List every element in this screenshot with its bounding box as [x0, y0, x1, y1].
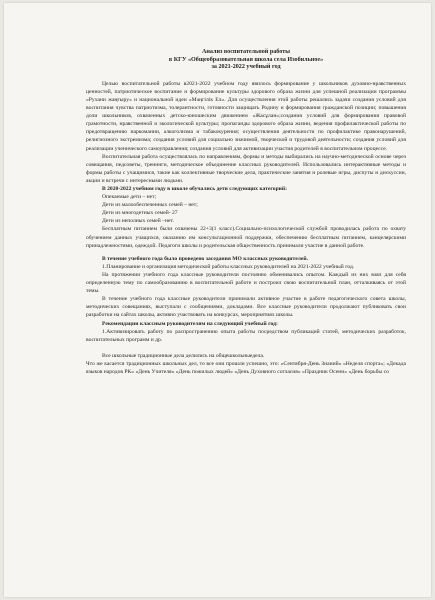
document-content — [86, 49, 406, 376]
traditional-paragraph-2: Что же касается традиционных школьных дел, то все они прошли успешно, это: «Сентября-День Знаний» «Неделя спорта»; «Декада языков народов РК» «День Учителя» «День пожилых людей» «День Духовного согласия» «Праздник Осени» «День борьбы со — [86, 360, 406, 375]
category-item: Дети из неполных семей –нет. — [102, 218, 174, 225]
children-heading: В 2020-2022 учебном году в школе обучались дети следующих категорий: — [102, 186, 287, 192]
mo-heading: В течение учебного года было проведено заседания МО классных руководителей. — [102, 255, 308, 262]
traditional-paragraph-1: Все школьные традиционные дела делились на общешкольныедела. — [102, 352, 265, 359]
meals-paragraph: Бесплатным питанием были охвачены 22+3(1 класс).Социально-психологической службой проводилась работа по охвату обучением данных учащихся, оказанию им консультационной поддержки, обеспечению бесплатным питанием, канцелярскими принадлежностями, одеждой. Педагоги школы и родительская общественность принимали участие в данной работе. — [86, 226, 406, 249]
mo-paragraph-2: В течение учебного года классные руководители принимали активное участие в работе педагогического совета школы, методических совещаниях, выступали с сообщениями, докладами. Все классные руководители продолжают публиковать свои разработки на сайтах школы, активно участвовать на конкурсах, мероприятиях школы. — [86, 296, 406, 319]
recommendation-item-1: 1.Активизировать работу по распространению опыта работы посредством публикаций статей, методических разработок, воспитательных программ и др. — [86, 328, 406, 343]
category-item: Дети из малообеспеченных семей – нет; — [102, 202, 198, 209]
title-line-2: в КГУ «Общеобразовательная школа села Изобильное» — [168, 56, 324, 63]
recommendations-heading: Рекомендации классным руководителям на следующий учебный год: — [102, 320, 278, 327]
category-item: Дети из многодетных семей- 27 — [102, 210, 178, 217]
mo-paragraph-1: На протяжении учебного года классные руководители постоянно обменивались опытом. Каждый из них взял для себя определенную тему по самообразованию в воспитательной работе и построил свою воспитательной план, отталкиваясь от этой темы. — [86, 271, 406, 295]
title-line-1: Анализ воспитательной работы — [202, 49, 290, 55]
category-item: Опекаемые дети – нет; — [102, 194, 157, 201]
intro-paragraph: Целью воспитательной работы в2021-2022 учебном году явилось формирование у школьников духовно-нравственных ценностей, патриотическое воспитание и формирование культуры здорового образа жизни для успешной реализации программы «Рухани жаңғыру» и национальной идеи «Мәңгілік Ел». Для осуществления этой работы решались задачи создания условий для воспитания чувства патриотизма, толерантности, готовности защищать Родину и формирования гражданской позиции; повышения доли школьников, охваченных детско-юношеским движением «Жасұлан»;создания условий для формирования правовой грамотности, нравственной и экологической культуры; пропаганды здорового образа жизни, ведения профилактической работы по предотвращению наркомании, алкоголизма и табакокурения; осуществления деятельности по профилактике правонарушений, религиозного экстремизма; создания условий для социально значимой, творческой и трудовой деятельности; создания условий для реализации ученического самоуправления; создания условий для активизации участия родителей в воспитательном процессе. — [86, 80, 406, 152]
mo-item-1: 1.Планирование и организация методической работы классных руководителей на 2021-2022 учебный год. — [102, 263, 355, 270]
document-title — [86, 49, 406, 72]
spacer — [86, 344, 406, 352]
title-line-3: за 2021-2022 учебный год — [211, 64, 281, 71]
forms-paragraph: Воспитательная работа осуществлялась по направлениям, формы и методы выбирались на научно-методической основе через совещания, педсоветы, тренинги, методическое объединение классных руководителей. Использовались интерактивные методы и формы работы с учащимися, такие как коллективные творческие дела, практические занятия и ролевые игры, диспуты и дискуссии, акции и встречи с интересными людьми. — [86, 153, 406, 184]
document-page — [4, 3, 431, 597]
